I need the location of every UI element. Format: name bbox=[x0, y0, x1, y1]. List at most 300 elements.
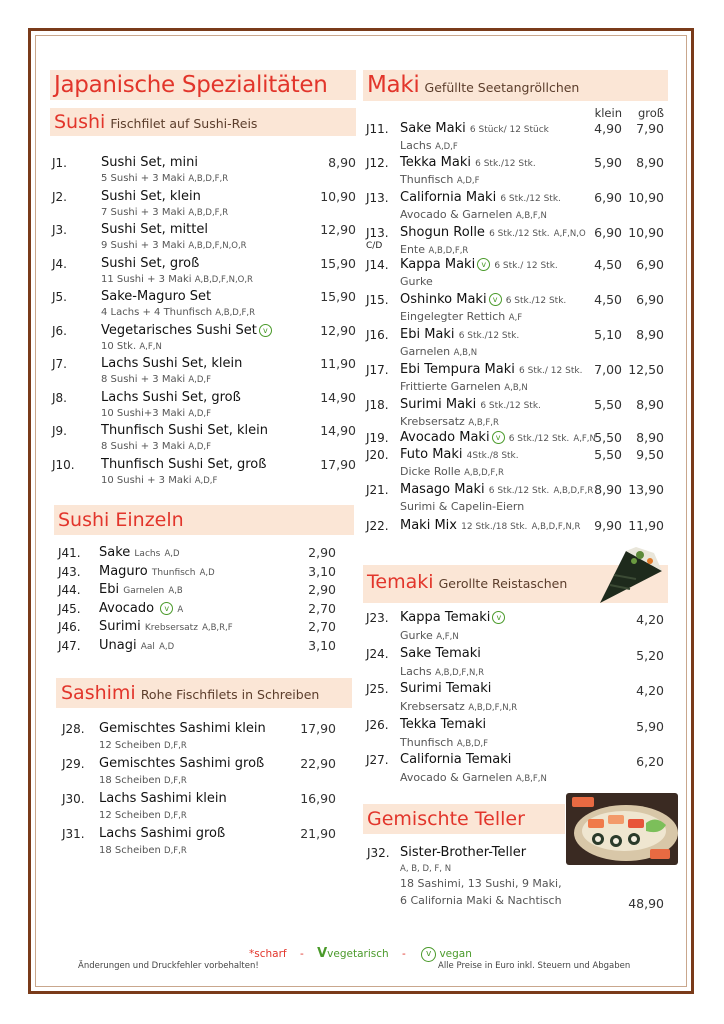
item-price-large: 10,90 bbox=[628, 225, 664, 240]
item-allergens: A,B,D,F,R bbox=[553, 486, 594, 496]
item-name bbox=[101, 323, 272, 338]
item-name bbox=[101, 189, 201, 204]
item-name bbox=[400, 646, 481, 661]
sushi-header bbox=[54, 109, 257, 135]
item-price: 17,90 bbox=[300, 721, 336, 736]
item-code: J46. bbox=[58, 620, 81, 635]
item-name bbox=[400, 482, 593, 497]
sashimi-header bbox=[61, 680, 319, 706]
item-desc-text: Lachs bbox=[400, 139, 432, 152]
item-pieces: 6 Stk./12 Stk. bbox=[458, 331, 520, 341]
item-price: 12,90 bbox=[320, 322, 356, 338]
item-name bbox=[400, 190, 561, 205]
item-desc: Thunfisch bbox=[151, 567, 196, 578]
item-desc-text: 4 Lachs + 4 Thunfisch bbox=[101, 307, 213, 318]
item-code: J21. bbox=[366, 483, 389, 497]
item-desc bbox=[99, 775, 187, 786]
teller-price: 48,90 bbox=[628, 896, 664, 911]
item-desc bbox=[400, 173, 479, 186]
item-name-text: Avocado bbox=[99, 600, 155, 616]
item-desc-text: Thunfisch bbox=[400, 173, 454, 186]
item-name-text: Sake bbox=[99, 545, 131, 560]
item-desc bbox=[400, 345, 477, 358]
item-code: J28. bbox=[62, 722, 85, 736]
item-code: J41. bbox=[58, 546, 81, 560]
legend-sep-1: - bbox=[299, 948, 304, 960]
item-name bbox=[101, 356, 242, 371]
item-desc bbox=[101, 307, 255, 318]
item-allergens: A,F,N bbox=[139, 341, 162, 352]
item-pieces: 6 Stk./ 12 Stk. bbox=[494, 261, 558, 271]
item-desc bbox=[400, 665, 484, 678]
item-price-small: 6,90 bbox=[594, 225, 622, 240]
item-name-text: Surimi Temaki bbox=[400, 681, 492, 696]
item-code: J30. bbox=[62, 792, 85, 806]
item-code: J22. bbox=[366, 519, 389, 533]
item-allergens: A,F,N,O bbox=[553, 229, 586, 239]
item-desc-text: Frittierte Garnelen bbox=[400, 380, 501, 393]
item-code-suffix: C/D bbox=[366, 241, 383, 251]
legend-vegan: vegan bbox=[439, 948, 472, 960]
item-price-large: 8,90 bbox=[636, 397, 664, 412]
item-desc bbox=[400, 310, 522, 323]
item-desc-text: 10 Stk. bbox=[101, 340, 137, 352]
item-desc bbox=[400, 139, 458, 152]
temaki-subtitle: Gerollte Reistaschen bbox=[438, 576, 568, 591]
sushi-subtitle: Fischfilet auf Sushi-Reis bbox=[110, 116, 258, 131]
item-price-large: 11,90 bbox=[628, 518, 664, 533]
item-name-text: Sake-Maguro Set bbox=[101, 289, 212, 304]
item-desc bbox=[400, 465, 504, 478]
item-name-text: Sushi Set, klein bbox=[101, 188, 201, 204]
item-name: Gemischtes Sashimi groß bbox=[99, 756, 265, 771]
item-name bbox=[101, 222, 208, 237]
item-desc-text: 9 Sushi + 3 Maki bbox=[101, 240, 186, 251]
item-code: J8. bbox=[52, 390, 67, 405]
item-name bbox=[101, 289, 211, 304]
item-price-large: 7,90 bbox=[636, 121, 664, 136]
item-price: 2,90 bbox=[308, 582, 336, 598]
item-price: 16,90 bbox=[300, 791, 336, 806]
item-pieces: 4Stk./8 Stk. bbox=[466, 451, 519, 461]
item-pieces: 6 Stk./ 12 Stk. bbox=[519, 366, 583, 376]
item-desc-text: Ente bbox=[400, 243, 426, 256]
item-desc bbox=[400, 380, 528, 393]
vegan-icon: v bbox=[492, 431, 505, 444]
item-desc bbox=[101, 173, 228, 184]
item-price-small: 5,50 bbox=[594, 430, 622, 445]
item-name bbox=[400, 225, 586, 240]
vegan-icon: v bbox=[477, 258, 490, 271]
item-name-text: Kappa Maki bbox=[400, 257, 476, 272]
item-pieces: 6 Stk./12 Stk. bbox=[500, 194, 561, 204]
item-name-text: Sake Temaki bbox=[400, 645, 481, 661]
item-name: Gemischtes Sashimi klein bbox=[99, 721, 266, 736]
item-code: J18. bbox=[366, 398, 389, 412]
item-allergens: A,D,F bbox=[188, 375, 211, 385]
item-name bbox=[400, 752, 511, 767]
item-pieces: 6 Stk./12 Stk. bbox=[488, 486, 550, 496]
item-code: J6. bbox=[52, 323, 67, 338]
vegan-icon: v bbox=[160, 602, 173, 615]
item-price: 2,70 bbox=[308, 619, 336, 635]
item-name-text: Surimi Maki bbox=[400, 397, 477, 412]
item-code: J31. bbox=[62, 827, 85, 841]
item-code: J17. bbox=[366, 363, 389, 377]
temaki-title: Temaki bbox=[367, 571, 434, 593]
item-allergens: A,B,R,F bbox=[202, 623, 233, 634]
item-name bbox=[400, 447, 519, 462]
item-name bbox=[101, 256, 199, 271]
item-code: J26. bbox=[366, 717, 389, 732]
item-allergens: A,F,N bbox=[573, 434, 596, 444]
item-code: J14. bbox=[366, 258, 389, 272]
item-desc-allergens: A,B,D,F,R bbox=[428, 246, 469, 256]
item-allergens: D,F,R bbox=[164, 846, 187, 856]
item-name-text: Ebi bbox=[99, 582, 120, 598]
item-desc-text: Dicke Rolle bbox=[400, 465, 461, 478]
item-pieces: 6 Stk./12 Stk. bbox=[505, 296, 567, 306]
item-code: J16. bbox=[366, 328, 389, 342]
item-name-text: Futo Maki bbox=[400, 447, 463, 462]
item-allergens: D,F,R bbox=[164, 741, 187, 751]
item-pieces: 6 Stk./12 Stk. bbox=[508, 434, 570, 444]
item-price: 8,90 bbox=[328, 155, 356, 170]
item-name-text: Thunfisch Sushi Set, groß bbox=[101, 456, 267, 472]
teller-code: J32. bbox=[367, 846, 390, 860]
item-name bbox=[99, 619, 233, 634]
item-code: J9. bbox=[52, 424, 67, 438]
maki-title: Maki bbox=[367, 72, 420, 98]
item-name-text: Ebi Tempura Maki bbox=[400, 362, 515, 377]
item-price: 15,90 bbox=[320, 255, 356, 271]
item-price-small: 5,50 bbox=[594, 397, 622, 412]
item-name bbox=[400, 362, 582, 377]
item-code: J3. bbox=[52, 223, 67, 237]
item-name bbox=[400, 430, 596, 445]
item-name bbox=[400, 518, 580, 533]
item-price: 3,10 bbox=[308, 563, 336, 579]
vegan-icon: v bbox=[492, 611, 505, 624]
item-desc-allergens: A,F bbox=[508, 313, 523, 323]
item-desc bbox=[400, 500, 524, 513]
item-desc-text: 18 Scheiben bbox=[99, 775, 161, 786]
item-price-small: 4,50 bbox=[594, 292, 622, 307]
item-allergens: A,D bbox=[199, 567, 215, 578]
teller-allergens: A, B, D, F, N bbox=[400, 864, 452, 874]
item-name bbox=[99, 582, 183, 597]
sushi-title: Sushi bbox=[54, 111, 106, 133]
item-price-small: 5,50 bbox=[594, 447, 622, 462]
item-name bbox=[99, 545, 180, 560]
legend-vegetarisch: vegetarisch bbox=[327, 948, 389, 960]
item-desc-text: Avocado & Garnelen bbox=[400, 208, 513, 221]
item-allergens: A,B,D,F bbox=[456, 738, 489, 749]
item-desc bbox=[101, 274, 253, 285]
vegan-icon: v bbox=[421, 947, 436, 962]
item-price: 2,70 bbox=[308, 600, 336, 616]
item-price-small: 8,90 bbox=[594, 482, 622, 497]
item-name-text: Masago Maki bbox=[400, 482, 485, 497]
item-price: 5,20 bbox=[636, 647, 664, 663]
item-name-text: Sake Maki bbox=[400, 121, 466, 136]
item-price-small: 7,00 bbox=[594, 362, 622, 377]
item-code: J2. bbox=[52, 189, 67, 204]
item-price-small: 9,90 bbox=[594, 518, 622, 533]
teller-name: Sister-Brother-Teller bbox=[400, 845, 527, 860]
item-price: 15,90 bbox=[320, 289, 356, 304]
item-desc-allergens: A,B,N bbox=[504, 383, 528, 393]
item-price: 14,90 bbox=[320, 389, 356, 405]
item-code: J43. bbox=[58, 564, 81, 579]
item-allergens: A,B,D,F,R bbox=[188, 207, 229, 218]
item-desc-text: 8 Sushi + 3 Maki bbox=[101, 374, 186, 385]
item-price-large: 12,50 bbox=[628, 362, 664, 377]
item-code: J13. bbox=[366, 226, 389, 240]
item-name bbox=[101, 390, 241, 405]
item-code: J13. bbox=[366, 191, 389, 205]
footer-left: Änderungen und Druckfehler vorbehalten! bbox=[78, 961, 259, 971]
item-code: J24. bbox=[366, 646, 389, 661]
item-desc bbox=[400, 771, 547, 784]
item-desc: Lachs bbox=[134, 549, 161, 559]
item-desc-text: 5 Sushi + 3 Maki bbox=[101, 173, 186, 184]
item-price: 21,90 bbox=[300, 826, 336, 841]
item-allergens: A,D,F bbox=[188, 442, 211, 452]
item-name-text: Avocado Maki bbox=[400, 430, 490, 445]
item-desc bbox=[400, 700, 517, 713]
item-name-text: Sushi Set, mittel bbox=[101, 222, 208, 237]
item-allergens: A bbox=[177, 604, 184, 615]
item-name bbox=[400, 717, 486, 732]
item-desc: Garnelen bbox=[123, 586, 165, 597]
item-name bbox=[101, 457, 266, 472]
temaki-header bbox=[367, 569, 567, 595]
item-price: 6,20 bbox=[636, 754, 664, 769]
item-name-text: Tekka Maki bbox=[400, 155, 471, 170]
item-name-text: California Temaki bbox=[400, 752, 512, 767]
item-name-text: Vegetarisches Sushi Set bbox=[101, 322, 257, 338]
item-code: J4. bbox=[52, 256, 67, 271]
item-name bbox=[400, 155, 536, 170]
item-allergens: A,D bbox=[164, 549, 180, 559]
item-price-large: 9,50 bbox=[636, 447, 664, 462]
legend bbox=[249, 946, 472, 962]
item-desc-text: Garnelen bbox=[400, 345, 451, 358]
item-desc-allergens: A,D,F bbox=[435, 142, 458, 152]
item-desc bbox=[400, 415, 499, 428]
item-code: J20. bbox=[366, 448, 389, 462]
item-desc-allergens: A,B,N bbox=[453, 348, 478, 358]
footer-right: Alle Preise in Euro inkl. Steuern und Abgaben bbox=[438, 961, 631, 971]
item-allergens: A,B,F,N bbox=[515, 774, 547, 784]
item-name bbox=[400, 292, 566, 307]
item-name-text: Sushi Set, groß bbox=[101, 255, 200, 271]
item-price-large: 8,90 bbox=[636, 430, 664, 445]
item-desc-allergens: A,B,F,N bbox=[515, 211, 547, 221]
item-price-large: 6,90 bbox=[636, 257, 664, 272]
item-price: 4,20 bbox=[636, 612, 664, 627]
item-code: J1. bbox=[52, 156, 67, 170]
item-price: 10,90 bbox=[320, 188, 356, 204]
item-price: 22,90 bbox=[300, 756, 336, 771]
item-pieces: 6 Stk./12 Stk. bbox=[489, 229, 550, 239]
legend-scharf: *scharf bbox=[249, 948, 287, 960]
item-price-small: 4,90 bbox=[594, 121, 622, 136]
item-price: 5,90 bbox=[636, 718, 664, 734]
item-price: 11,90 bbox=[320, 356, 356, 371]
item-allergens: A,B,D,F,N,O,R bbox=[194, 274, 253, 285]
item-desc bbox=[101, 374, 211, 385]
item-desc-text: 12 Scheiben bbox=[99, 810, 161, 821]
item-pieces: 6 Stück/ 12 Stück bbox=[469, 125, 549, 135]
item-desc-text: 10 Sushi + 3 Maki bbox=[101, 474, 192, 486]
item-code: J47. bbox=[58, 639, 81, 653]
item-pieces: 12 Stk./18 Stk. bbox=[461, 522, 528, 532]
item-allergens: A,D,F bbox=[194, 475, 218, 486]
item-name-text: Ebi Maki bbox=[400, 327, 455, 342]
item-code: J10. bbox=[52, 457, 75, 472]
item-desc-text: 10 Sushi+3 Maki bbox=[101, 407, 186, 419]
item-pieces: 6 Stk./12 Stk. bbox=[475, 159, 536, 169]
item-allergens: A,B,D,F,N,R bbox=[531, 522, 581, 532]
item-desc bbox=[400, 736, 488, 749]
item-code: J15. bbox=[366, 293, 389, 307]
einzeln-title: Sushi Einzeln bbox=[58, 509, 184, 531]
item-code: J12. bbox=[366, 156, 389, 170]
item-pieces: 6 Stk./12 Stk. bbox=[480, 401, 541, 411]
item-price-small: 6,90 bbox=[594, 190, 622, 205]
item-code: J19. bbox=[366, 431, 389, 445]
item-price-small: 4,50 bbox=[594, 257, 622, 272]
item-name bbox=[99, 638, 174, 653]
item-allergens: D,F,R bbox=[164, 811, 187, 821]
vegan-icon: v bbox=[489, 293, 502, 306]
item-desc bbox=[99, 810, 187, 821]
item-allergens: A,B,D,F,N,R bbox=[468, 703, 518, 713]
maki-subtitle: Gefüllte Seetangröllchen bbox=[424, 80, 580, 95]
item-desc-text: Krebsersatz bbox=[400, 700, 465, 713]
item-allergens: A,D bbox=[159, 642, 175, 652]
item-desc-text: Lachs bbox=[400, 664, 432, 678]
item-desc-allergens: A,B,D,F,R bbox=[464, 468, 504, 478]
item-desc-allergens: A,D,F bbox=[456, 176, 480, 186]
item-desc bbox=[101, 408, 211, 419]
item-name-text: Maki Mix bbox=[400, 518, 457, 533]
item-name-text: California Maki bbox=[400, 190, 497, 205]
item-desc bbox=[101, 441, 211, 452]
item-name-text: Lachs Sushi Set, groß bbox=[101, 389, 241, 405]
item-name-text: Tekka Temaki bbox=[400, 716, 487, 732]
legend-sep-2: - bbox=[401, 948, 406, 960]
item-desc-text: Thunfisch bbox=[400, 735, 454, 749]
item-name-text: Sushi Set, mini bbox=[101, 155, 198, 170]
item-name: Lachs Sashimi klein bbox=[99, 791, 227, 806]
item-desc bbox=[400, 275, 433, 288]
item-allergens: A,B,D,F,N,R bbox=[435, 667, 484, 678]
item-desc-text: 11 Sushi + 3 Maki bbox=[101, 273, 192, 285]
item-code: J7. bbox=[52, 357, 67, 371]
item-desc bbox=[400, 629, 459, 642]
item-name bbox=[101, 155, 198, 170]
item-price: 2,90 bbox=[308, 545, 336, 560]
item-desc: Krebsersatz bbox=[144, 623, 198, 634]
item-price-large: 10,90 bbox=[628, 190, 664, 205]
item-price-large: 13,90 bbox=[628, 482, 664, 497]
item-price: 12,90 bbox=[320, 222, 356, 237]
item-allergens: A,B,D,F,R bbox=[215, 308, 256, 318]
item-desc bbox=[99, 845, 187, 856]
item-desc-text: 12 Scheiben bbox=[99, 740, 161, 751]
item-desc: Aal bbox=[140, 642, 155, 652]
item-code: J5. bbox=[52, 290, 67, 304]
temaki-cone-image bbox=[596, 545, 666, 607]
sashimi-subtitle: Rohe Fischfilets in Schreiben bbox=[140, 687, 320, 702]
page-title: Japanische Spezialitäten bbox=[54, 72, 328, 98]
item-name-text: Thunfisch Sushi Set, klein bbox=[101, 423, 268, 438]
item-desc-text: Gurke bbox=[400, 629, 433, 642]
maki-header bbox=[367, 71, 579, 99]
item-desc bbox=[400, 243, 468, 256]
item-desc bbox=[400, 208, 547, 221]
item-code: J11. bbox=[366, 122, 389, 136]
item-desc-text: Surimi & Capelin-Eiern bbox=[400, 500, 525, 513]
item-allergens: A,B,D,F,R bbox=[188, 174, 229, 184]
item-desc-text: 7 Sushi + 3 Maki bbox=[101, 206, 186, 218]
item-code: J29. bbox=[62, 757, 85, 771]
item-price: 3,10 bbox=[308, 638, 336, 653]
item-desc bbox=[101, 240, 247, 251]
item-name bbox=[400, 257, 558, 272]
item-desc bbox=[101, 475, 217, 486]
item-name-text: Oshinko Maki bbox=[400, 292, 487, 307]
teller-title: Gemischte Teller bbox=[367, 808, 525, 830]
item-desc-text: 18 Scheiben bbox=[99, 845, 161, 856]
item-desc-allergens: A,B,F,R bbox=[468, 418, 499, 428]
item-code: J25. bbox=[366, 682, 389, 696]
item-name bbox=[99, 601, 183, 616]
item-code: J27. bbox=[366, 753, 389, 767]
item-desc bbox=[99, 740, 187, 751]
item-name bbox=[400, 610, 505, 625]
item-allergens: A,B,D,F,N,O,R bbox=[188, 241, 247, 251]
item-desc-text: Avocado & Garnelen bbox=[400, 771, 513, 784]
item-allergens: A,B bbox=[168, 586, 183, 597]
item-code: J44. bbox=[58, 583, 81, 598]
item-name-text: Shogun Rolle bbox=[400, 225, 485, 240]
item-name bbox=[99, 564, 215, 579]
vegan-icon: v bbox=[259, 324, 272, 337]
item-name-text: Surimi bbox=[99, 619, 141, 635]
item-desc-text: Krebsersatz bbox=[400, 415, 465, 428]
item-price-small: 5,90 bbox=[594, 155, 622, 170]
item-desc bbox=[101, 341, 162, 352]
item-name bbox=[400, 121, 549, 136]
teller-line1: 18 Sashimi, 13 Sushi, 9 Maki, bbox=[400, 877, 562, 890]
item-price: 4,20 bbox=[636, 683, 664, 698]
item-name bbox=[400, 327, 519, 342]
item-name-text: Maguro bbox=[99, 563, 148, 579]
item-price: 17,90 bbox=[320, 456, 356, 472]
item-desc-text: Eingelegter Rettich bbox=[400, 310, 506, 323]
item-name bbox=[400, 397, 541, 412]
item-code: J23. bbox=[366, 611, 389, 625]
col-large-label: groß bbox=[637, 106, 664, 120]
item-allergens: D,F,R bbox=[164, 776, 187, 786]
item-allergens: A,D,F bbox=[188, 408, 212, 419]
item-price-large: 8,90 bbox=[636, 155, 664, 170]
item-allergens: A,F,N bbox=[436, 632, 459, 642]
